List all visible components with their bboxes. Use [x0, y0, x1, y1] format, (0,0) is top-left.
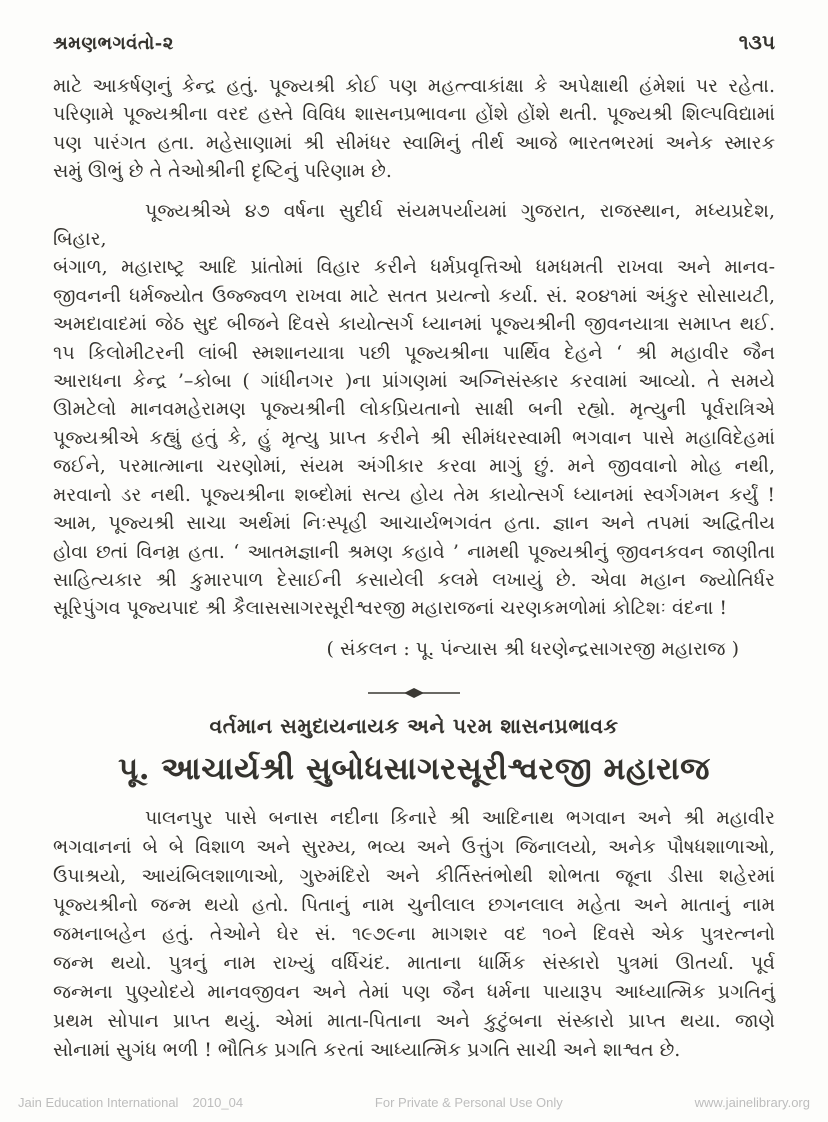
running-header — [53, 0, 775, 54]
compiler-byline: ( સંકલન : પૂ. પંન્યાસ શ્રી ધરણેન્દ્રસાગરજી મહારાજ ) — [326, 637, 739, 660]
text-line: પરિણામે પૂજ્યશ્રીના વરદ હસ્તે વિવિધ શાસનપ્રભાવના હોંશે હોંશે થતી. પૂજ્યશ્રી શિલ્પવિદ્યામાં — [53, 103, 775, 126]
text-line: ભગવાનનાં બે બે વિશાળ અને સુરમ્ય, ભવ્ય અને ઉત્તુંગ જિનાલયો, અનેક પૌષધશાળાઓ, — [53, 835, 775, 858]
text-line: આમ, પૂજ્યશ્રી સાચા અર્થમાં નિઃસ્પૃહી આચાર્યભગવંત હતા. જ્ઞાન અને તપમાં અદ્વિતીય — [53, 512, 775, 535]
text-line: જમનાબહેન હતું. તેઓને ઘેર સં. ૧૯૭૯ના માગશર વદ ૧૦ને દિવસે એક પુત્રરત્નનો — [53, 922, 775, 945]
footer-left — [18, 1095, 243, 1110]
text-line: હોવા છતાં વિનમ્ર હતા. ‘ આતમજ્ઞાની શ્રમણ કહાવે ’ નામથી પૂજ્યશ્રીનું જીવનકવન જાણીતા — [53, 540, 775, 563]
section-title: પૂ. આચાર્યશ્રી સુબોધસાગરસૂરીશ્વરજી મહારાજ — [118, 750, 710, 787]
text-line: જઈને, પરમાત્માના ચરણોમાં, સંયમ અંગીકાર કરવા માગું છું. મને જીવવાનો મોહ નથી, — [53, 455, 775, 478]
text-line: જન્મના પુણ્યોદયે માનવજીવન અને તેમાં પણ જૈન ધર્મના પાયારૂપ આધ્યાત્મિક પ્રગતિનું — [53, 980, 775, 1003]
text-line: સાહિત્યકાર શ્રી કુમારપાળ દેસાઈની કસાયેલી કલમે લખાયું છે. એવા મહાન જ્યોતિર્ધર — [53, 568, 775, 591]
paragraph-continuation — [53, 72, 775, 186]
paragraph-birth-story — [53, 804, 775, 1065]
text-line: બંગાળ, મહારાષ્ટ્ર આદિ પ્રાંતોમાં વિહાર કરીને ધર્મપ્રવૃત્તિઓ ધમધમતી રાખવા અને માનવ- — [53, 256, 775, 279]
text-line: માટે આકર્ષણનું કેન્દ્ર હતું. પૂજ્યશ્રી કોઈ પણ મહત્ત્વાકાંક્ષા કે અપેક્ષાથી હંમેશાં પર રહેતા. — [53, 75, 775, 97]
footer-website: www.jainelibrary.org — [694, 1095, 810, 1110]
section-kicker: વર્તમાન સમુદાયનાયક અને પરમ શાસનપ્રભાવક — [209, 713, 619, 738]
text-line: પાલનપુર પાસે બનાસ નદીના કિનારે શ્રી આદિનાથ ભગવાન અને શ્રી મહાવીર — [145, 806, 775, 829]
book-title: શ્રમણભગવંતો-૨ — [53, 33, 174, 54]
text-line: પ્રથમ સોપાન પ્રાપ્ત થયું. એમાં માતા-પિતાના અને કુટુંબના સંસ્કારો પ્રાપ્ત થયા. જાણે — [53, 1009, 775, 1032]
text-line: અમદાવાદમાં જેઠ સુદ બીજને દિવસે કાયોત્સર્ગ ધ્યાનમાં પૂજ્યશ્રીની જીવનયાત્રા સમાપ્ત થઈ. — [53, 313, 775, 336]
text-line: પણ પારંગત હતા. મહેસાણામાં શ્રી સીમંધર સ્વામિનું તીર્થ આજે ભારતભરમાં અનેક સ્મારક — [53, 131, 775, 154]
paragraph-life-summary — [53, 197, 775, 623]
page-number: ૧૩૫ — [738, 30, 775, 54]
footer-usage-notice: For Private & Personal Use Only — [374, 1095, 563, 1110]
text-line: જન્મ થયો. પુત્રનું નામ રાખ્યું વર્ધિચંદ. માતાના ધાર્મિક સંસ્કારો પુત્રમાં ઊતર્યા. પૂર્વ — [53, 951, 775, 974]
text-line: જીવનની ધર્મજ્યોત ઉજ્જ્વળ રાખવા માટે સતત પ્રયત્નો કર્યા. સં. ૨૦૪૧માં અંકુર સોસાયટી, — [53, 284, 775, 307]
text-line: મરવાનો ડર નથી. પૂજ્યશ્રીના શબ્દોમાં સત્ય હોય તેમ કાયોત્સર્ગ ધ્યાનમાં સ્વર્ગગમન કર્યું ! — [53, 483, 775, 506]
text-line: પૂજ્યશ્રીનો જન્મ થયો હતો. પિતાનું નામ ચુનીલાલ છગનલાલ મહેતા અને માતાનું નામ — [53, 893, 775, 916]
text-line: સૂરિપુંગવ પૂજ્યપાદ શ્રી કૈલાસસાગરસૂરીશ્વરજી મહારાજનાં ચરણકમળોમાં કોટિશઃ વંદના ! — [53, 597, 727, 620]
text-line: સમું ઊભું છે તે તેઓશ્રીની દૃષ્ટિનું પરિણામ છે. — [53, 160, 392, 183]
footer-edition-code: 2010_04 — [192, 1095, 244, 1110]
divider-ornament-icon — [366, 687, 462, 699]
text-line: આરાધના કેન્દ્ર ’–કોબા ( ગાંધીનગર )ના પ્રાંગણમાં અગ્નિસંસ્કાર કરવામાં આવ્યો. તે સમયે — [53, 370, 775, 393]
text-column — [53, 0, 775, 1065]
text-line: ઊમટેલો માનવમહેરામણ પૂજ્યશ્રીની લોકપ્રિયતાનો સાક્ષી બની રહ્યો. મૃત્યુની પૂર્વરાત્રિએ — [53, 398, 775, 421]
scan-footer — [0, 1095, 828, 1110]
text-line: ઉપાશ્રયો, આયંબિલશાળાઓ, ગુરુમંદિરો અને કીર્તિસ્તંભોથી શોભતા જૂના ડીસા શહેરમાં — [53, 864, 775, 887]
footer-publisher: Jain Education International — [18, 1095, 179, 1110]
text-line: સોનામાં સુગંધ ભળી ! ભૌતિક પ્રગતિ કરતાં આધ્યાત્મિક પ્રગતિ સાચી અને શાશ્વત છે. — [53, 1038, 681, 1061]
text-line: ૧૫ કિલોમીટરની લાંબી સ્મશાનયાત્રા પછી પૂજ્યશ્રીના પાર્થિવ દેહને ‘ શ્રી મહાવીર જૈન — [53, 341, 775, 364]
text-line: પૂજ્યશ્રીએ ૪૭ વર્ષના સુદીર્ઘ સંયમપર્યાયમાં ગુજરાત, રાજસ્થાન, મધ્યપ્રદેશ, બિહાર, — [53, 199, 775, 251]
text-line: પૂજ્યશ્રીએ કહ્યું હતું કે, હું મૃત્યુ પ્રાપ્ત કરીને શ્રી સીમંધરસ્વામી ભગવાન પાસે મહાવિદેહમાં — [53, 426, 775, 449]
section-divider — [53, 684, 775, 696]
